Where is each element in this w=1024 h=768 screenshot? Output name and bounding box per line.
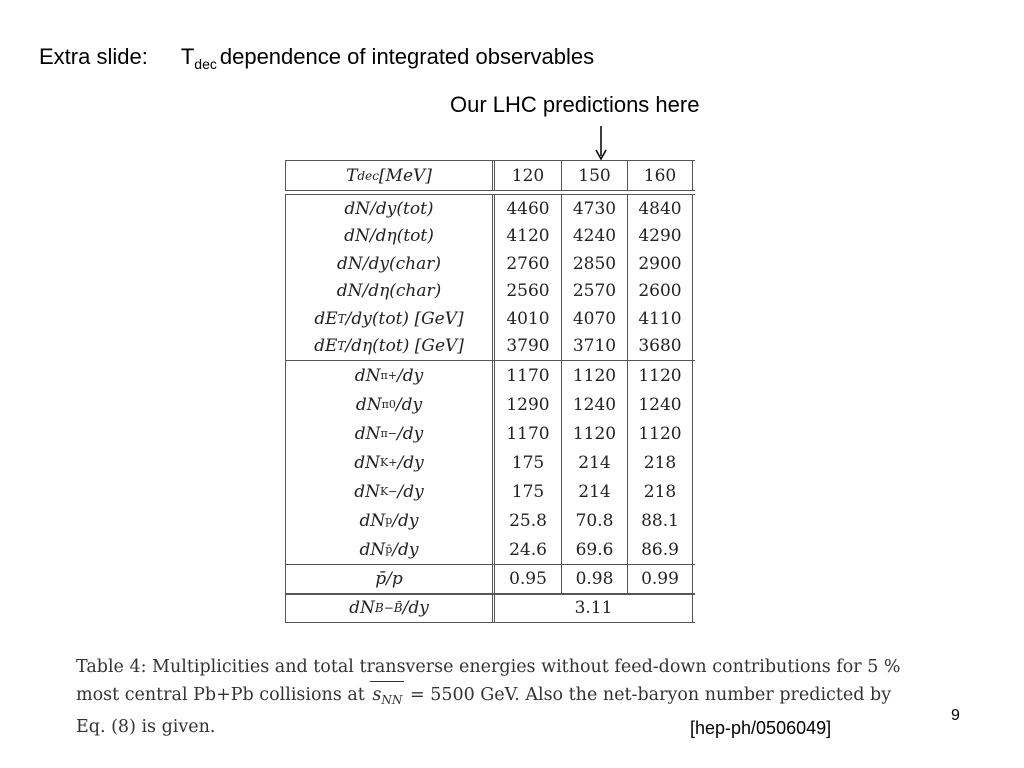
row-group — [285, 564, 695, 593]
value-cell: 214 — [561, 448, 627, 477]
row-label: dN/dη(tot) — [285, 223, 492, 251]
value-cell: 0.98 — [561, 565, 627, 593]
value-cell: 70.8 — [561, 506, 627, 535]
value-cell: 0.95 — [509, 568, 547, 589]
row-label: dN K− /dy — [285, 477, 492, 506]
sqrt-s-nn — [370, 681, 404, 714]
value-cell: 1120 — [627, 419, 693, 448]
value-cell: 86.9 — [627, 535, 693, 564]
caption-part1: Table 4: Multiplicities and total transverse energies without feed-down contributions for 5 % most central Pb+Pb collisions at — [76, 657, 901, 705]
value-cell: 1120 — [561, 419, 627, 448]
page-number: 9 — [951, 707, 960, 724]
value-cell: 25.8 — [509, 510, 547, 531]
table-row — [285, 506, 695, 535]
value-cell: 150 — [561, 161, 627, 190]
table-row — [285, 333, 695, 361]
value-cell: 214 — [561, 477, 627, 506]
row-group — [285, 360, 695, 564]
reference-link[interactable]: [hep-ph/0506049] — [690, 718, 832, 738]
sqrt-sub: NN — [381, 693, 403, 707]
row-label: dN K+ /dy — [285, 448, 492, 477]
value-cell: 4010 — [506, 308, 550, 329]
table-row — [285, 565, 695, 593]
title-rest: dependence of integrated observables — [219, 44, 595, 69]
value-cell: 218 — [627, 477, 693, 506]
value-cell: 0.99 — [627, 565, 693, 593]
row-label: dN π0 /dy — [285, 390, 492, 419]
value-cell: 120 — [511, 165, 545, 186]
row-label: T dec [MeV] — [285, 161, 492, 190]
value-cell: 1240 — [627, 390, 693, 419]
slide-title — [39, 44, 594, 72]
table-body — [285, 194, 695, 594]
value-cell: 1170 — [506, 423, 550, 444]
value-cell: 1290 — [506, 394, 550, 415]
value-cell: 218 — [627, 448, 693, 477]
value-cell: 1120 — [627, 361, 693, 390]
value-cell: 4840 — [627, 195, 693, 223]
net-baryon-block — [285, 594, 695, 624]
down-arrow-icon — [593, 126, 609, 160]
row-label: dN p̄ /dy — [285, 535, 492, 564]
value-cell: 4460 — [506, 198, 550, 219]
value-cell: 2560 — [506, 281, 550, 302]
table-row — [285, 305, 695, 333]
value-cell: 2570 — [561, 278, 627, 306]
row-label: dN/dy(char) — [285, 250, 492, 278]
row-label: dN π+ /dy — [285, 361, 492, 390]
table-row — [285, 161, 695, 190]
value-cell: 2850 — [561, 250, 627, 278]
title-t: T — [180, 44, 195, 69]
table-row — [285, 535, 695, 564]
row-label: dN p /dy — [285, 506, 492, 535]
table-header — [285, 160, 695, 191]
value-cell: 1240 — [561, 390, 627, 419]
value-cell: 4240 — [561, 223, 627, 251]
row-label: dE T /dy(tot) [GeV] — [285, 305, 492, 333]
row-label: dN/dη(char) — [285, 278, 492, 306]
table-row — [285, 448, 695, 477]
value-cell: 4120 — [506, 226, 550, 247]
value-cell: 1170 — [506, 365, 550, 386]
value-cell: 1120 — [561, 361, 627, 390]
row-label: dN B−B̄ /dy — [285, 595, 492, 623]
table-row — [285, 361, 695, 390]
table-row — [285, 390, 695, 419]
value-cell: 88.1 — [627, 506, 693, 535]
row-label: p̄/p — [285, 565, 492, 593]
value-cell: 175 — [511, 481, 545, 502]
table-row — [285, 195, 695, 223]
value-cell: 3.11 — [495, 595, 693, 623]
row-group — [285, 195, 695, 360]
value-cell: 175 — [511, 452, 545, 473]
value-cell: 4730 — [561, 195, 627, 223]
value-cell: 2760 — [506, 253, 550, 274]
value-cell: 2600 — [627, 278, 693, 306]
title-sub: dec — [194, 56, 217, 72]
row-label: dE T /dη(tot) [GeV] — [285, 333, 492, 361]
table-row — [285, 250, 695, 278]
value-cell: 4290 — [627, 223, 693, 251]
results-table — [285, 160, 695, 626]
table-row — [285, 223, 695, 251]
value-cell: 2900 — [627, 250, 693, 278]
value-cell: 24.6 — [509, 539, 547, 560]
value-cell: 4070 — [561, 305, 627, 333]
title-prefix: Extra slide: — [39, 44, 148, 69]
table-row — [285, 477, 695, 506]
value-cell: 160 — [627, 161, 693, 190]
table-row — [285, 278, 695, 306]
row-label: dN π− /dy — [285, 419, 492, 448]
table-row — [285, 419, 695, 448]
row-label: dN/dy(tot) — [285, 195, 492, 223]
value-cell: 3790 — [506, 336, 550, 357]
sqrt-arg: s — [372, 685, 382, 705]
caption-part2: = 5500 GeV. Also the net-baryon number predicted by Eq. (8) is given. — [76, 685, 892, 737]
table-row — [285, 595, 695, 623]
value-cell: 69.6 — [561, 535, 627, 564]
predictions-annotation: Our LHC predictions here — [450, 92, 700, 117]
value-cell: 3680 — [627, 333, 693, 361]
value-cell: 3710 — [561, 333, 627, 361]
value-cell: 4110 — [627, 305, 693, 333]
